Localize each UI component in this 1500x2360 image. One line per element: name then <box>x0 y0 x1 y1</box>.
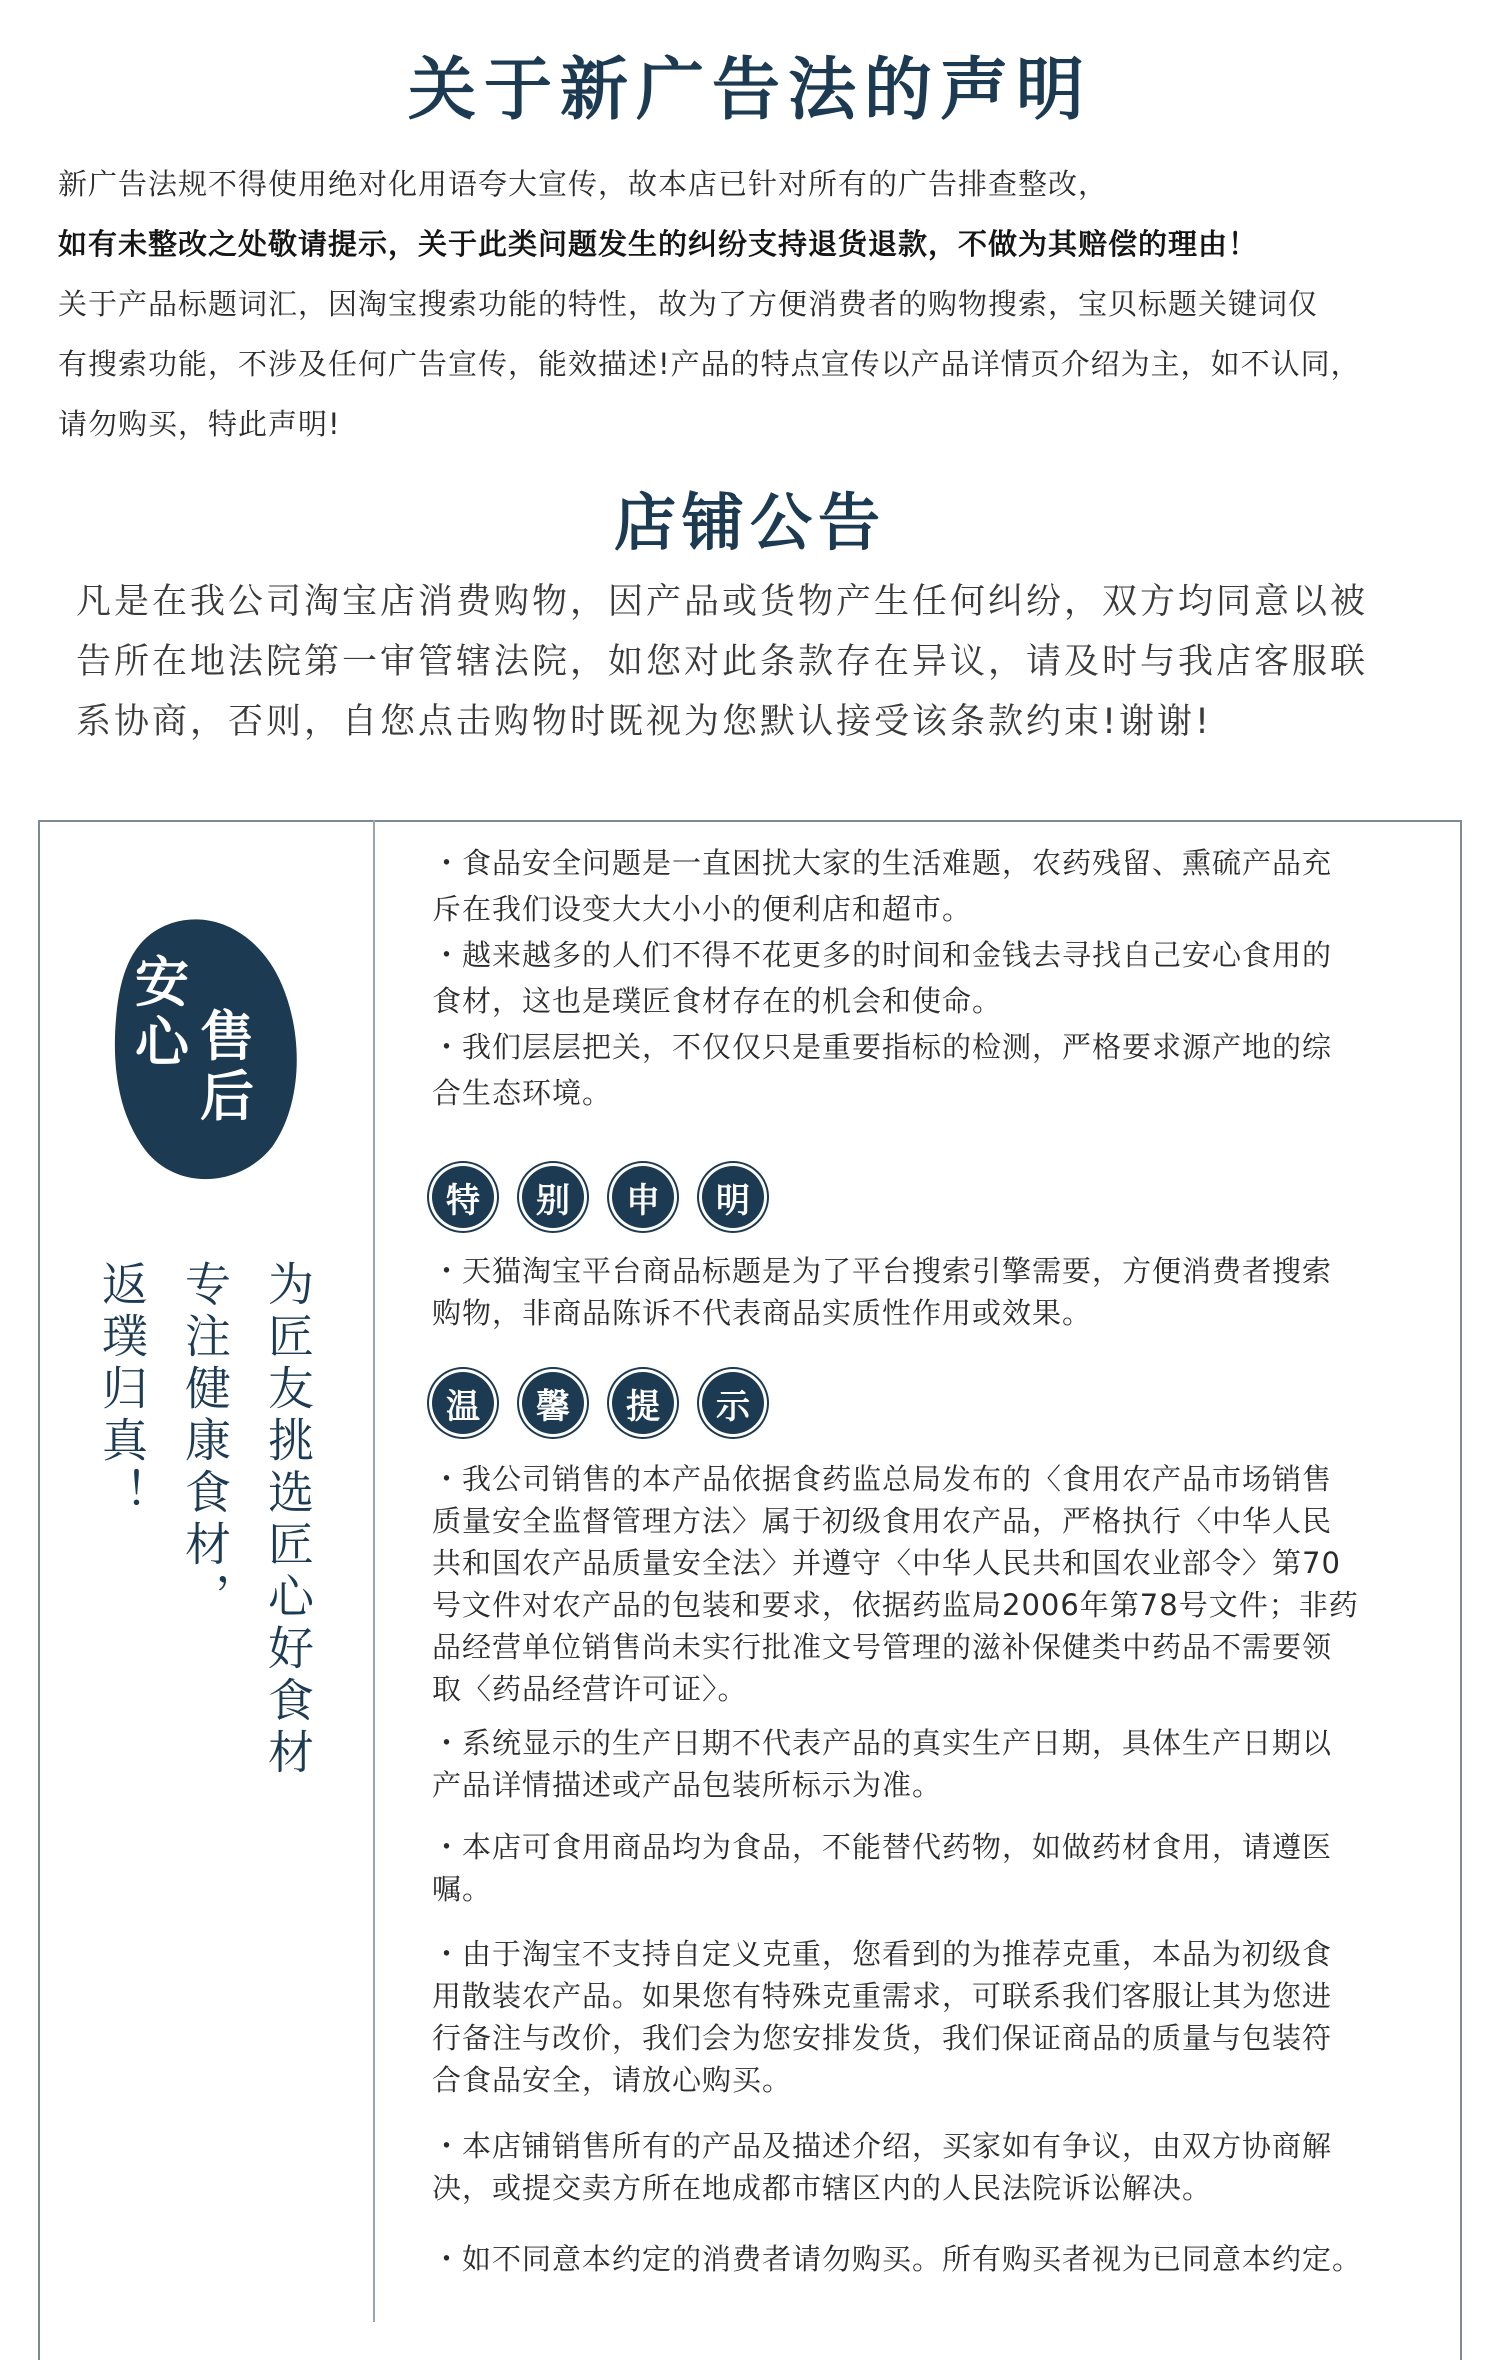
badge-char: 申 <box>612 1166 674 1228</box>
tip-line: ・我公司销售的本产品依据食药监总局发布的〈食用农产品市场销售 <box>432 1462 1333 1496</box>
tip-line: 品经营单位销售尚未实行批准文号管理的滋补保健类中药品不需要领 <box>432 1630 1333 1664</box>
slogan-vertical: 为匠友挑选匠心好食材 <box>261 1260 315 1780</box>
after-sales-badge <box>112 915 300 1185</box>
tip-line: 嘱。 <box>432 1872 493 1906</box>
badge-char: 特 <box>432 1166 494 1228</box>
declaration-line: 有搜索功能，不涉及任何广告宣传，能效描述!产品的特点宣传以产品详情页介绍为主，如不认同， <box>58 347 1361 381</box>
blob-char: 安 <box>135 951 189 1014</box>
declaration-text <box>58 154 1458 454</box>
tip-paragraph <box>432 1458 1442 1710</box>
tip-paragraph <box>432 1933 1442 2101</box>
slogan-vertical: 返璞归真！ <box>95 1260 149 1520</box>
badge-char: 提 <box>612 1372 674 1434</box>
tip-line: ・系统显示的生产日期不代表产品的真实生产日期，具体生产日期以 <box>432 1726 1333 1760</box>
declaration-line: 新广告法规不得使用绝对化用语夸大宣传，故本店已针对所有的广告排查整改， <box>58 167 1109 201</box>
tip-line: ・如不同意本约定的消费者请勿购买。所有购买者视为已同意本约定。 <box>432 2242 1363 2276</box>
special-paragraph <box>432 1250 1442 1334</box>
badge-char: 明 <box>702 1166 764 1228</box>
notice-line: 系协商，否则，自您点击购物时既视为您默认接受该条款约束!谢谢! <box>76 702 1213 742</box>
tip-paragraph <box>432 1722 1442 1806</box>
tip-line: ・本店铺销售所有的产品及描述介绍，买家如有争议，由双方协商解 <box>432 2129 1333 2163</box>
blob-char: 心 <box>135 1011 189 1074</box>
slogan-vertical: 专注健康食材， <box>178 1260 232 1624</box>
tip-line: ・本店可食用商品均为食品，不能替代药物，如做药材食用，请遵医 <box>432 1830 1333 1864</box>
notice-line: 凡是在我公司淘宝店消费购物，因产品或货物产生任何纠纷，双方均同意以被 <box>76 582 1369 622</box>
intro-line: 合生态环境。 <box>432 1076 613 1110</box>
declaration-line: 请勿购买，特此声明! <box>58 407 341 441</box>
intro-line: ・食品安全问题是一直困扰大家的生活难题，农药残留、熏硫产品充 <box>432 846 1333 880</box>
intro-line: ・我们层层把关，不仅仅只是重要指标的检测，严格要求源产地的综 <box>432 1030 1333 1064</box>
special-line: 购物，非商品陈诉不代表商品实质性作用或效果。 <box>432 1296 1093 1330</box>
special-badges <box>432 1166 764 1228</box>
badge-char: 温 <box>432 1372 494 1434</box>
notice-text <box>76 572 1456 752</box>
intro-paragraph <box>432 840 1442 1116</box>
tip-line: 取〈药品经营许可证〉。 <box>432 1672 748 1706</box>
badge-char: 示 <box>702 1372 764 1434</box>
tips-badges <box>432 1372 764 1434</box>
notice-line: 告所在地法院第一审管辖法院，如您对此条款存在异议，请及时与我店客服联 <box>76 642 1369 682</box>
tip-paragraph <box>432 2238 1442 2280</box>
blob-char: 后 <box>200 1065 254 1128</box>
tip-line: 共和国农产品质量安全法〉并遵守〈中华人民共和国农业部令〉第70 <box>432 1546 1341 1580</box>
badge-char: 馨 <box>522 1372 584 1434</box>
special-line: ・天猫淘宝平台商品标题是为了平台搜索引擎需要，方便消费者搜索 <box>432 1254 1333 1288</box>
tip-line: 合食品安全，请放心购买。 <box>432 2063 793 2097</box>
declaration-line-bold: 如有未整改之处敬请提示，关于此类问题发生的纠纷支持退货退款，不做为其赔偿的理由！ <box>58 227 1259 261</box>
intro-line: 斥在我们设变大大小小的便利店和超市。 <box>432 892 973 926</box>
tip-line: 号文件对农产品的包装和要求，依据药监局2006年第78号文件；非药 <box>432 1588 1359 1622</box>
tip-paragraph <box>432 2125 1442 2209</box>
intro-line: ・越来越多的人们不得不花更多的时间和金钱去寻找自己安心食用的 <box>432 938 1333 972</box>
declaration-line: 关于产品标题词汇，因淘宝搜索功能的特性，故为了方便消费者的购物搜索，宝贝标题关键词仅 <box>58 287 1319 321</box>
badge-char: 别 <box>522 1166 584 1228</box>
tip-line: 决，或提交卖方所在地成都市辖区内的人民法院诉讼解决。 <box>432 2171 1213 2205</box>
tip-line: 行备注与改价，我们会为您安排发货，我们保证商品的质量与包装符 <box>432 2021 1333 2055</box>
tip-paragraph <box>432 1826 1442 1910</box>
declaration-title: 关于新广告法的声明 <box>407 51 1092 130</box>
blob-char: 售 <box>200 1005 254 1068</box>
box-divider <box>373 820 375 2322</box>
tip-line: 质量安全监督管理方法〉属于初级食用农产品，严格执行〈中华人民 <box>432 1504 1333 1538</box>
notice-title: 店铺公告 <box>613 486 886 559</box>
tip-line: 产品详情描述或产品包装所标示为准。 <box>432 1768 943 1802</box>
intro-line: 食材，这也是璞匠食材存在的机会和使命。 <box>432 984 1003 1018</box>
tip-line: ・由于淘宝不支持自定义克重，您看到的为推荐克重，本品为初级食 <box>432 1937 1333 1971</box>
tip-line: 用散装农产品。如果您有特殊克重需求，可联系我们客服让其为您进 <box>432 1979 1333 2013</box>
